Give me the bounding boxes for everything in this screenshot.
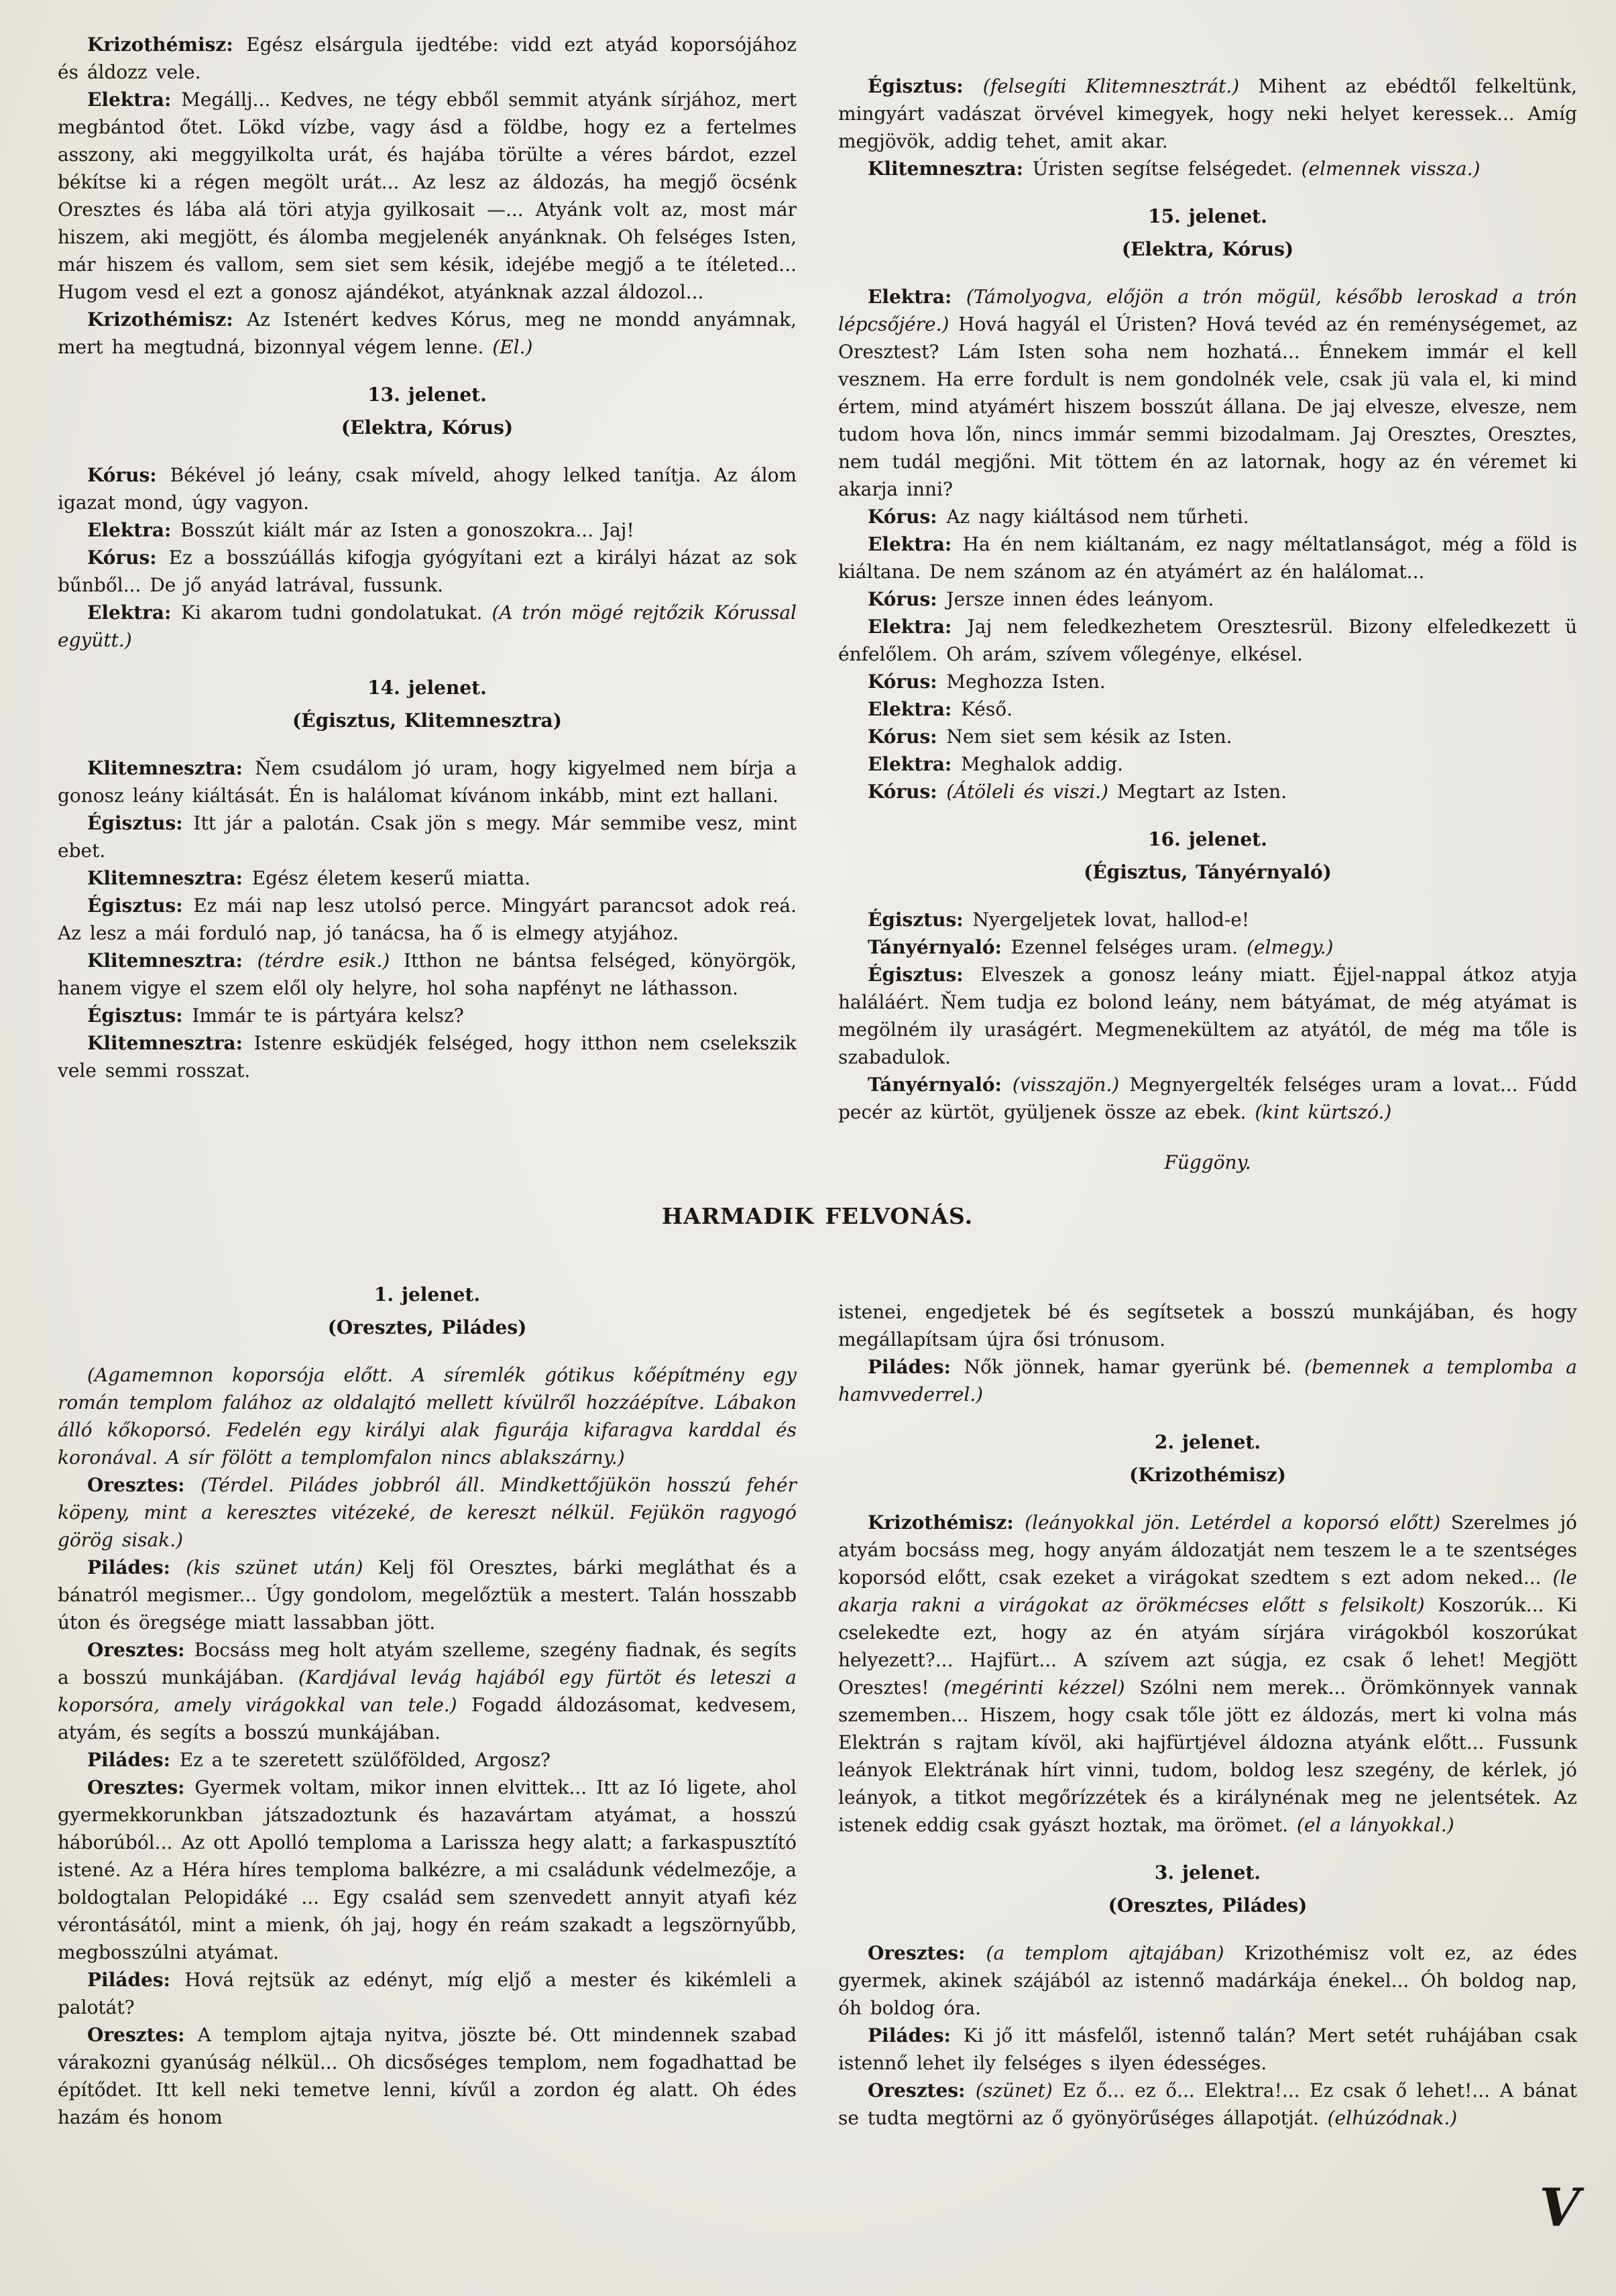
- paragraph: [58, 2021, 797, 2131]
- dialogue-text: Itt jár a palotán. Csak jön s megy. Már semmibe vesz, mint ebet.: [58, 812, 797, 862]
- dialogue-text: Koszorúk... Ki cselekedte ezt, hogy az én atyám sírjára virágokból koszorúkat helyezett?... Hajfürt... A szívem azt súgja, ez csak ő lehet! Megjött Oresztes!: [838, 1594, 1577, 1699]
- dialogue-text: Ezennel felséges uram.: [1011, 936, 1247, 958]
- paragraph: [58, 1966, 797, 2021]
- dialogue-text: Kelj föl Oresztes, bárki megláthat és a bánatról megismer... Úgy gondolom, megelőztük a mestert. Talán hosszabb úton és öregsége miatt lassabban jött.: [58, 1556, 797, 1633]
- stage-direction: (felsegíti Klitemnesztrát.): [982, 75, 1259, 97]
- speaker-name: (Oresztes, Piládes): [1108, 1894, 1308, 1916]
- paragraph: [58, 461, 797, 516]
- paragraph: [838, 778, 1577, 805]
- stage-direction: (megérinti kézzel): [943, 1676, 1140, 1699]
- scene-heading: [838, 203, 1577, 230]
- speaker-name: (Égisztus, Klitemnesztra): [292, 709, 562, 732]
- speaker-name: 16. jelenet.: [1148, 828, 1267, 850]
- dialogue-text: Ki akarom tudni gondolatukat.: [181, 601, 492, 624]
- column-bottom-right: [838, 1261, 1577, 2132]
- paragraph: [838, 2022, 1577, 2077]
- speaker-name: Oresztes:: [87, 1474, 201, 1496]
- speaker-name: Tányérnyaló:: [868, 936, 1011, 958]
- dialogue-text: Ki jő itt másfelől, istennő talán? Mert setét ruhájában csak istennő lehet ily felséges s ilyen édességes.: [838, 2024, 1577, 2074]
- speaker-name: Elektra:: [87, 89, 182, 111]
- speaker-name: Piládes:: [87, 1556, 186, 1578]
- stage-direction: (kint kürtszó.): [1255, 1101, 1392, 1123]
- paragraph: [58, 306, 797, 361]
- scene-heading: [838, 825, 1577, 853]
- paragraph: [58, 1471, 797, 1554]
- scene-heading: [838, 1859, 1577, 1886]
- stage-direction: (kis szünet után): [186, 1556, 378, 1578]
- stage-direction: (El.): [492, 336, 533, 358]
- paragraph: [838, 585, 1577, 613]
- paragraph: [58, 516, 797, 544]
- speaker-name: Klitemnesztra:: [868, 158, 1033, 180]
- curtain-label: [838, 1149, 1577, 1176]
- paragraph: [838, 155, 1577, 182]
- speaker-name: 2. jelenet.: [1154, 1431, 1261, 1453]
- paragraph: [838, 906, 1577, 933]
- paragraph: [58, 1361, 797, 1471]
- speaker-name: Égisztus:: [868, 964, 981, 986]
- paragraph: [58, 947, 797, 1002]
- scene-heading: [58, 1281, 797, 1308]
- speaker-name: (Oresztes, Piládes): [327, 1316, 527, 1338]
- dialogue-text: Ez a te szeretett szülőfölded, Argosz?: [179, 1749, 551, 1771]
- speaker-name: Kórus:: [868, 726, 947, 748]
- paragraph: [838, 283, 1577, 503]
- paragraph: [838, 668, 1577, 695]
- dialogue-text: Istenre esküdjék felséged, hogy itthon nem cselekszik vele semmi rosszat.: [58, 1032, 797, 1082]
- speaker-name: (Krizothémisz): [1129, 1464, 1286, 1486]
- speaker-name: Elektra:: [868, 753, 962, 775]
- paragraph: [838, 1353, 1577, 1408]
- speaker-name: Kórus:: [868, 781, 947, 803]
- dialogue-text: Ez mái nap lesz utolsó perce. Mingyárt parancsot adok reá. Az lesz a mái forduló nap, jó tanácsa, ha ő is elmegy atyjához.: [58, 895, 797, 944]
- speaker-name: Égisztus:: [868, 75, 983, 97]
- speaker-name: Krizothémisz:: [868, 1511, 1025, 1534]
- paragraph: [58, 1029, 797, 1084]
- speaker-name: Kórus:: [868, 671, 947, 693]
- dialogue-text: Ňem csudálom jó uram, hogy kigyelmed nem bírja a gonosz leány kiáltását. Én is halálomat kívánom inkább, mint ezt hallani.: [58, 757, 797, 807]
- speaker-name: Klitemnesztra:: [87, 1032, 254, 1054]
- scene-cast-list: [838, 1892, 1577, 1919]
- speaker-name: Krizothémisz:: [87, 308, 247, 331]
- paragraph: [838, 695, 1577, 723]
- dialogue-text: Ez a bosszúállás kifogja gyógyítani ezt a királyi házat az sok bűnből... De jő anyád latrával, fussunk.: [58, 547, 797, 596]
- speaker-name: (Égisztus, Tányérnyaló): [1084, 861, 1332, 883]
- scene-cast-list: [838, 235, 1577, 263]
- dialogue-text: Késő.: [961, 698, 1013, 720]
- stage-direction: (Agamemnon koporsója előtt. A síremlék gótikus kőépítmény egy román templom falához az oldalajtó mellett kívülről hozzáépítve. Lábakon álló kőkoporsó. Fedelén egy királyi alak figurája kifaragva karddal és koronával. A sír fölött a templomfalon nincs ablakszárny.): [58, 1364, 797, 1469]
- speaker-name: Piládes:: [87, 1969, 185, 1991]
- dialogue-text: Ez ő... ez ő... Elektra!... Ez csak ő lehet!... A bánat se tudta megtörni az ő gyönyörűséges állapotját.: [838, 2079, 1577, 2129]
- dialogue-text: Hová hagyál el Úristen? Hová tevéd az én reménységemet, az Oresztest? Lám Isten soha nem hozhatá... Énnekem immár el kell vesznem. Ha erre fordult is nem gondolnék vele, csak jü vala el, ki mind értem, mind atyámért hiszem bosszút állana. De jaj elvesze, elvesze, nem tudom hova lőn, nincs immár semmi bizodalmam. Jaj Oresztes, Oresztes, nem tudál megjőni. Mit töttem én az latornak, hogy az én véremet ki akarja inni?: [838, 313, 1577, 500]
- dialogue-text: Elveszek a gonosz leány miatt. Éjjel-nappal átkoz atyja haláláért. Ňem tudja ez bolond leány, nem bátyámat, de még atyámat is megölném ily uraságért. Megmenekültem az atyától, de még ma tőle is szabadulok.: [838, 964, 1578, 1068]
- dialogue-text: Meghozza Isten.: [946, 671, 1106, 693]
- stage-direction: (elhúzódnak.): [1327, 2107, 1458, 2129]
- speaker-name: Kórus:: [868, 506, 947, 528]
- paragraph: [838, 503, 1577, 530]
- scene-heading: [58, 381, 797, 408]
- paragraph: [838, 1298, 1577, 1353]
- speaker-name: Klitemnesztra:: [87, 950, 257, 972]
- stage-direction: (szünet): [975, 2079, 1063, 2102]
- paragraph: [838, 613, 1577, 668]
- dialogue-text: Nyergeljetek lovat, hallod-e!: [972, 909, 1250, 931]
- dialogue-text: Megnyergelték felséges uram a lovat... Fúdd pecér az kürtöt, gyüljenek össze az ebek.: [838, 1074, 1577, 1123]
- speaker-name: Piládes:: [868, 2024, 964, 2047]
- speaker-name: Klitemnesztra:: [87, 757, 255, 779]
- speaker-name: Elektra:: [868, 616, 968, 638]
- stage-direction: Függöny.: [1164, 1151, 1251, 1173]
- scene-cast-list: [58, 414, 797, 441]
- dialogue-text: Fogadd áldozásomat, kedvesem, atyám, és segíts a bosszú munkájában.: [58, 1694, 797, 1743]
- speaker-name: Piládes:: [868, 1356, 964, 1378]
- paragraph: [838, 723, 1577, 750]
- speaker-name: Klitemnesztra:: [87, 867, 252, 889]
- paragraph: [838, 750, 1577, 778]
- paragraph: [58, 809, 797, 864]
- paragraph: [838, 961, 1577, 1071]
- speaker-name: Elektra:: [868, 533, 963, 555]
- stage-direction: (elmegy.): [1246, 936, 1334, 958]
- stage-direction: (Térdel. Piládes jobbról áll. Mindkettőjükön hosszú fehér köpeny, mint a keresztes vitézeké, de kereszt nélkül. Fejükön ragyogó görög sisak.): [58, 1474, 797, 1551]
- speaker-name: Elektra:: [868, 698, 962, 720]
- speaker-name: Krizothémisz:: [87, 34, 247, 56]
- dialogue-text: istenei, engedjetek bé és segítsetek a bosszú munkájában, és hogy megállapítsam újra ősi trónusom.: [838, 1301, 1577, 1351]
- dialogue-text: Bosszút kiált már az Isten a gonoszokra... Jaj!: [180, 519, 634, 541]
- paragraph: [838, 530, 1577, 585]
- stage-direction: (A trón mögé rejtőzik Kórussal együtt.): [58, 601, 797, 651]
- dialogue-text: Megtart az Isten.: [1116, 781, 1287, 803]
- dialogue-text: Békével jó leány, csak míveld, ahogy lelked tanítja. Az álom igazat mond, úgy vagyon.: [58, 464, 797, 514]
- speaker-name: 15. jelenet.: [1148, 205, 1267, 227]
- speaker-name: Kórus:: [87, 464, 170, 486]
- stage-direction: (a templom ajtajában): [986, 1942, 1245, 1964]
- speaker-name: Oresztes:: [868, 2079, 976, 2102]
- speaker-name: 3. jelenet.: [1154, 1861, 1261, 1884]
- speaker-name: Tányérnyaló:: [868, 1074, 1013, 1096]
- bottom-section: [58, 1261, 1577, 2132]
- stage-direction: (térdre esik.): [257, 950, 404, 972]
- scene-heading: [838, 1428, 1577, 1456]
- paragraph: [58, 31, 797, 86]
- stage-direction: (leányokkal jön. Letérdel a koporsó előtt): [1025, 1511, 1451, 1534]
- stage-direction: (Kardjával levág hajából egy fürtöt és leteszi a koporsóra, amely virágokkal van tele.): [58, 1666, 797, 1716]
- dialogue-text: Nők jönnek, hamar gyerünk bé.: [964, 1356, 1305, 1378]
- scene-cast-list: [838, 1461, 1577, 1489]
- speaker-name: Oresztes:: [868, 1942, 986, 1964]
- paragraph: [58, 1774, 797, 1966]
- paragraph: [58, 1636, 797, 1746]
- speaker-name: Égisztus:: [87, 812, 194, 834]
- dialogue-text: Az Istenért kedves Kórus, meg ne mondd anyámnak, mert ha megtudná, bizonnyal végem lenne.: [58, 308, 797, 358]
- dialogue-text: Szólni nem merek... Örömkönnyek vannak szememben... Hiszem, hogy csak tőle jött ez áldozás, mert ki volna más Elektrán s rajtam kívöl, aki hajfürtjével áldozna atyánk előtt... Fussunk leányok Elektrának hírt vinni, tudom, boldog lesz szegény, de kérlek, jó leányok, a titkot megőrízzétek és a királynénak meg ne jelentsétek. Az istenek eddig csak gyászt hoztak, ma örömet.: [838, 1676, 1578, 1836]
- paragraph: [838, 1509, 1577, 1839]
- dialogue-text: Ha én nem kiáltanám, ez nagy méltatlanságot, még a föld is kiáltana. De nem szánom az én atyámért az én halálomat...: [838, 533, 1577, 583]
- speaker-name: Kórus:: [87, 547, 169, 569]
- paragraph: [58, 892, 797, 947]
- dialogue-text: Immár te is pártyára kelsz?: [192, 1005, 464, 1027]
- speaker-name: 13. jelenet.: [367, 384, 487, 406]
- scene-cast-list: [838, 858, 1577, 886]
- speaker-name: Elektra:: [87, 519, 181, 541]
- dialogue-text: Krizothémisz volt ez, az édes gyermek, akinek szájából az istennő madárkája énekel... Óh boldog nap, óh boldog óra.: [838, 1942, 1578, 2019]
- dialogue-text: Jaj nem feledkezhetem Oresztesrül. Bizony elfeledkezett ü énfelőlem. Oh arám, szívem vőlegénye, elkésel.: [838, 616, 1577, 665]
- page-signature: V: [1539, 2177, 1580, 2238]
- paragraph: [838, 1939, 1577, 2022]
- paragraph: [838, 72, 1577, 155]
- dialogue-text: Szerelmes jó atyám bocsáss meg, hogy anyám áldozatját nem teszem le a te szentséges koporsód előtt, csak ezeket a virágokat szedtem s ezt adom neked...: [838, 1511, 1577, 1589]
- speaker-name: Elektra:: [868, 286, 966, 308]
- paragraph: [58, 1554, 797, 1636]
- paragraph: [58, 1746, 797, 1774]
- speaker-name: Oresztes:: [87, 1639, 194, 1661]
- column-top-right: [838, 31, 1577, 1176]
- paragraph: [58, 754, 797, 809]
- dialogue-text: Az nagy kiáltásod nem tűrheti.: [946, 506, 1249, 528]
- paragraph: [58, 86, 797, 306]
- scene-heading: [58, 674, 797, 701]
- stage-direction: (visszajön.): [1012, 1074, 1130, 1096]
- dialogue-text: Nem siet sem késik az Isten.: [946, 726, 1232, 748]
- act-heading: HARMADIK FELVONÁS.: [661, 1203, 974, 1229]
- dialogue-text: Egész életem keserű miatta.: [251, 867, 531, 889]
- dialogue-text: Mihent az ebédtől felkeltünk, mingyárt vadászat örvével kimegyek, hogy neki helyet keressek... Amíg megjövök, addig tehet, amit akar.: [838, 75, 1577, 152]
- dialogue-text: Gyermek voltam, mikor innen elvittek... Itt az Ió ligete, ahol gyermekkorunkban játszadoztunk és hazavártam atyámat, a hosszú háborúból... Az ott Apolló temploma a Larissza hegy alatt; a farkaspusztító istené. Az a Héra híres temploma balkézre, a mi családunk védelmezője, a boldogtalan Pelopidáké ... Egy család sem szenvedett annyit atyafi kéz vérontásától, mint a mienk, óh jaj, hogy én reám szakadt a legszörnyűbb, megbosszúlni atyámat.: [58, 1776, 797, 1963]
- speaker-name: Égisztus:: [87, 895, 194, 917]
- speaker-name: Égisztus:: [868, 909, 973, 931]
- speaker-name: (Elektra, Kórus): [341, 416, 514, 439]
- speaker-name: 1. jelenet.: [373, 1283, 481, 1306]
- speaker-name: 14. jelenet.: [367, 677, 487, 699]
- scene-cast-list: [58, 707, 797, 734]
- speaker-name: Piládes:: [87, 1749, 180, 1771]
- dialogue-text: Egész elsárgula ijedtébe: vidd ezt atyád koporsójához és áldozz vele.: [58, 34, 797, 83]
- top-section: [58, 31, 1577, 1176]
- paragraph: [838, 1071, 1577, 1126]
- column-bottom-left: [58, 1261, 797, 2131]
- paragraph: [58, 864, 797, 892]
- stage-direction: (el a lányokkal.): [1296, 1814, 1454, 1836]
- stage-direction: (Átöleli és viszi.): [946, 781, 1117, 803]
- speaker-name: Égisztus:: [87, 1005, 192, 1027]
- dialogue-text: Meghalok addig.: [961, 753, 1123, 775]
- dialogue-text: A templom ajtaja nyitva, jöszte bé. Ott mindennek szabad várakozni gyanúság nélkül... Oh dicsőséges templom, nem fogadhattad be építődet. Itt kell neki temetve lenni, kívűl a zordon ég alatt. Oh édes hazám és honom: [58, 2024, 797, 2128]
- paragraph: [838, 2077, 1577, 2132]
- stage-direction: (le akarja rakni a virágokat az örökmécses előtt s felsikolt): [838, 1566, 1577, 1616]
- speaker-name: Oresztes:: [87, 2024, 198, 2046]
- dialogue-text: Hová rejtsük az edényt, míg eljő a mester és kikémleli a palotát?: [58, 1969, 797, 2018]
- dialogue-text: Itthon ne bántsa felséged, könyörgök, hanem vigye el szem elől oly helyre, hol soha napfényt ne láthasson.: [58, 950, 797, 999]
- speaker-name: Oresztes:: [87, 1776, 195, 1798]
- paragraph: [838, 933, 1577, 961]
- speaker-name: (Elektra, Kórus): [1121, 238, 1294, 260]
- speaker-name: Elektra:: [87, 601, 182, 624]
- column-top-left: [58, 31, 797, 1084]
- dialogue-text: Megállj... Kedves, ne tégy ebből semmit atyánk sírjához, mert megbántod őtet. Lökd vízbe, vagy ásd a földbe, hogy ez a fertelmes asszony, aki meggyilkolta urát, és hajába törülte a véres bárdot, ezzel békítse ki a régen megölt urát... Az lesz az áldozás, ha megjő öcsénk Oresztes és lába alá töri atyja gyilkosait —... Atyánk volt az, most már hiszem, aki megjött, és álomba megjelenék anyánknak. Oh felséges Isten, már hiszem és vallom, sem siet sem késik, idejébe megjő a te ítéleted... Hugom vesd el ezt a gonosz ajándékot, atyánknak azzal áldozol...: [58, 89, 797, 303]
- paragraph: [58, 599, 797, 654]
- speaker-name: Kórus:: [868, 588, 947, 610]
- stage-direction: (elmennek vissza.): [1301, 158, 1481, 180]
- paragraph: [58, 544, 797, 599]
- paragraph: [58, 1002, 797, 1029]
- dialogue-text: Jersze innen édes leányom.: [946, 588, 1214, 610]
- dialogue-text: Úristen segítse felségedet.: [1032, 158, 1302, 180]
- stage-direction: (Támolyogva, előjön a trón mögül, később leroskad a trón lépcsőjére.): [838, 286, 1578, 335]
- stage-direction: (bemennek a templomba a hamvvederrel.): [838, 1356, 1577, 1405]
- dialogue-text: Bocsáss meg holt atyám szelleme, szegény fiadnak, és segíts a bosszú munkájában.: [58, 1639, 797, 1688]
- scene-cast-list: [58, 1314, 797, 1341]
